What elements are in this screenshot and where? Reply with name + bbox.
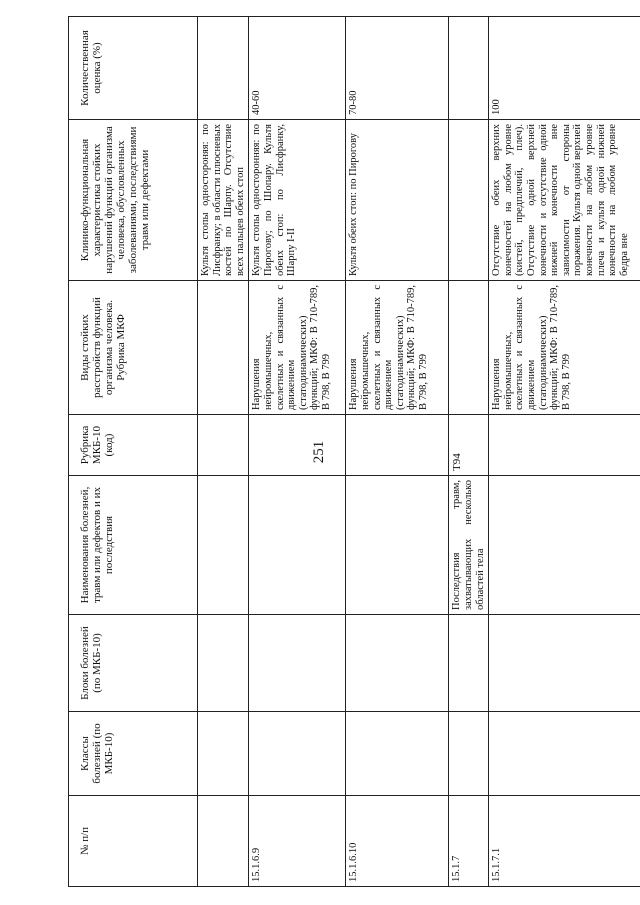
row-code xyxy=(489,415,640,476)
header-classes: Классы болезней (по МКБ-10) xyxy=(69,712,198,796)
row-num xyxy=(198,796,249,887)
row-rating: 70-80 xyxy=(346,17,449,120)
header-num: № п/п xyxy=(69,796,198,887)
row-num: 15.1.6.9 xyxy=(249,796,346,887)
header-types: Виды стойких расстройств функций организма человека. Рубрика МКФ xyxy=(69,281,198,415)
row-name xyxy=(489,476,640,615)
page-number: 251 xyxy=(311,440,327,464)
row-code xyxy=(198,415,249,476)
row-rating: 100 xyxy=(489,17,640,120)
header-rubric: Рубрика МКБ-10 (код) xyxy=(69,415,198,476)
row-num: 15.1.7 xyxy=(449,796,489,887)
row-num: 15.1.6.10 xyxy=(346,796,449,887)
row-name: Последствия травм, захватывающих несколько областей тела xyxy=(449,476,489,615)
row-type: Нарушения нейромышечных, скелетных и связанных с движением (статодинамических) функций; МКФ: В 710-789, В 798, В 799 xyxy=(489,281,640,415)
disability-criteria-table xyxy=(68,16,640,887)
row-num: 15.1.7.1 xyxy=(489,796,640,887)
row-rating xyxy=(449,17,489,120)
rotated-table-wrapper xyxy=(68,17,639,887)
table-row xyxy=(489,17,640,887)
table-header-row xyxy=(69,17,198,887)
row-class xyxy=(198,712,249,796)
header-blocks: Блоки болезней (по МКБ-10) xyxy=(69,615,198,712)
row-name xyxy=(198,476,249,615)
row-name xyxy=(346,476,449,615)
row-code xyxy=(249,415,346,476)
row-type: Нарушения нейромышечных, скелетных и связанных с движением (статодинамических) функций; МКФ: В 710-789, В 798, В 799 xyxy=(346,281,449,415)
row-type xyxy=(449,281,489,415)
row-code xyxy=(346,415,449,476)
row-clinic xyxy=(449,120,489,281)
header-rating: Количественная оценка (%) xyxy=(69,17,198,120)
row-type xyxy=(198,281,249,415)
row-block xyxy=(249,615,346,712)
row-clinic: Культя стопы одностороняя: по Лисфранку; в области плюсневых костей по Шарпу. Отсутствие всех пальцев обеих стоп xyxy=(198,120,249,281)
table-row xyxy=(346,17,449,887)
row-clinic: Культя обеих стоп: по Пирогову xyxy=(346,120,449,281)
row-block xyxy=(198,615,249,712)
row-code: Т94 xyxy=(449,415,489,476)
row-block xyxy=(489,615,640,712)
row-type: Нарушения нейромышечных, скелетных и связанных с движением (статодинамических) функций; МКФ: В 710-789, В 798, В 799 xyxy=(249,281,346,415)
row-rating: 40-60 xyxy=(249,17,346,120)
row-class xyxy=(346,712,449,796)
row-class xyxy=(249,712,346,796)
row-class xyxy=(449,712,489,796)
table-row xyxy=(249,17,346,887)
table-row xyxy=(449,17,489,887)
row-rating xyxy=(198,17,249,120)
row-name xyxy=(249,476,346,615)
row-block xyxy=(449,615,489,712)
row-block xyxy=(346,615,449,712)
header-names: Наименования болезней, травм или дефектов и их последствия xyxy=(69,476,198,615)
header-clinic: Клинико-функциональная характеристика стойких нарушений функций организма человека, обусловленных заболеваниями, последствиями травм или дефектами xyxy=(69,120,198,281)
row-class xyxy=(489,712,640,796)
table-row xyxy=(198,17,249,887)
row-clinic: Культя стопы односторонняя: по Пирогову; по Шопару. Культя обеих стоп: по Лисфранку, Шарпу I-II xyxy=(249,120,346,281)
row-clinic: Отсутствие обеих верхних конечностей на любом уровне (кистей, предплечий, плеч). Отсутствие одной верхней конечности и отсутствие одной нижней конечности вне зависимости от стороны поражения. Культя одной верхней конечности на любом уровне плеча и культя одной нижней конечности на любом уровне бедра вне xyxy=(489,120,640,281)
